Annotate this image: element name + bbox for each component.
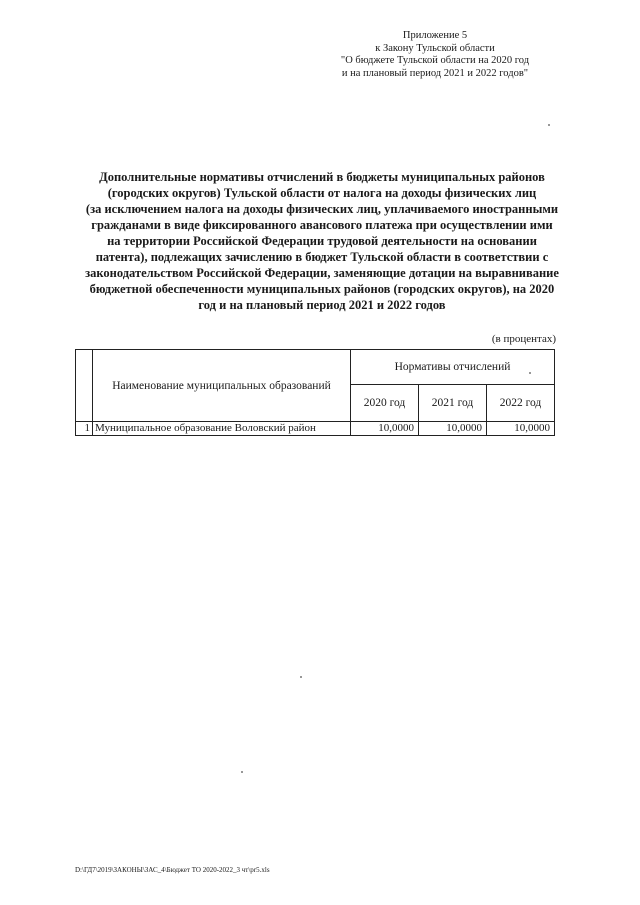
title-line: на территории Российской Федерации трудовой деятельности на основании [107,234,537,248]
title-line: бюджетной обеспеченности муниципальных районов (городских округов), на 2020 [89,282,555,296]
appendix-line: к Закону Тульской области [375,42,495,54]
title-line: Дополнительные нормативы отчислений в бюджеты муниципальных районов [99,170,545,184]
scan-speck [241,771,243,773]
appendix-line: Приложение 5 [402,30,468,41]
units-note: (в процентах) [491,333,556,345]
document-title [62,169,582,313]
title-line: законодательством Российской Федерации, заменяющие дотации на выравнивание [85,266,559,280]
appendix-reference [330,30,540,80]
value-2021: 10,0000 [419,422,487,436]
title-line: (городских округов) Тульской области от налога на доходы физических лиц [107,186,537,200]
name-column-header: Наименование муниципальных образований [93,350,351,422]
norms-group-header: Нормативы отчислений [351,350,555,385]
title-line: (за исключением налога на доходы физических лиц, уплачиваемого иностранными [85,202,559,216]
scan-speck [529,372,531,374]
year-header-2021: 2021 год [419,385,487,422]
number-column-header [76,350,93,422]
title-line: патента), подлежащих зачислению в бюджет Тульской области в соответствии с [95,250,549,264]
value-2020: 10,0000 [351,422,419,436]
year-header-2020: 2020 год [351,385,419,422]
appendix-line: "О бюджете Тульской области на 2020 год [340,55,530,66]
file-path-footer: D:\ГД7\2019\ЗАКОНЫ\ЗАС_4\Бюджет ТО 2020-2022_3 чт\pr5.xls [75,866,270,874]
table-header-row [76,350,555,385]
title-line: год и на плановый период 2021 и 2022 годов [198,298,446,312]
scan-speck [300,676,302,678]
title-line: гражданами в виде фиксированного авансового платежа при осуществлении ими [91,218,553,232]
scan-speck [548,124,550,126]
year-header-2022: 2022 год [487,385,555,422]
value-2022: 10,0000 [487,422,555,436]
municipality-name: Муниципальное образование Воловский район [93,422,351,436]
row-number: 1 [76,422,93,436]
norms-table [75,349,555,436]
table-row [76,422,555,436]
appendix-line: и на плановый период 2021 и 2022 годов" [341,67,529,79]
